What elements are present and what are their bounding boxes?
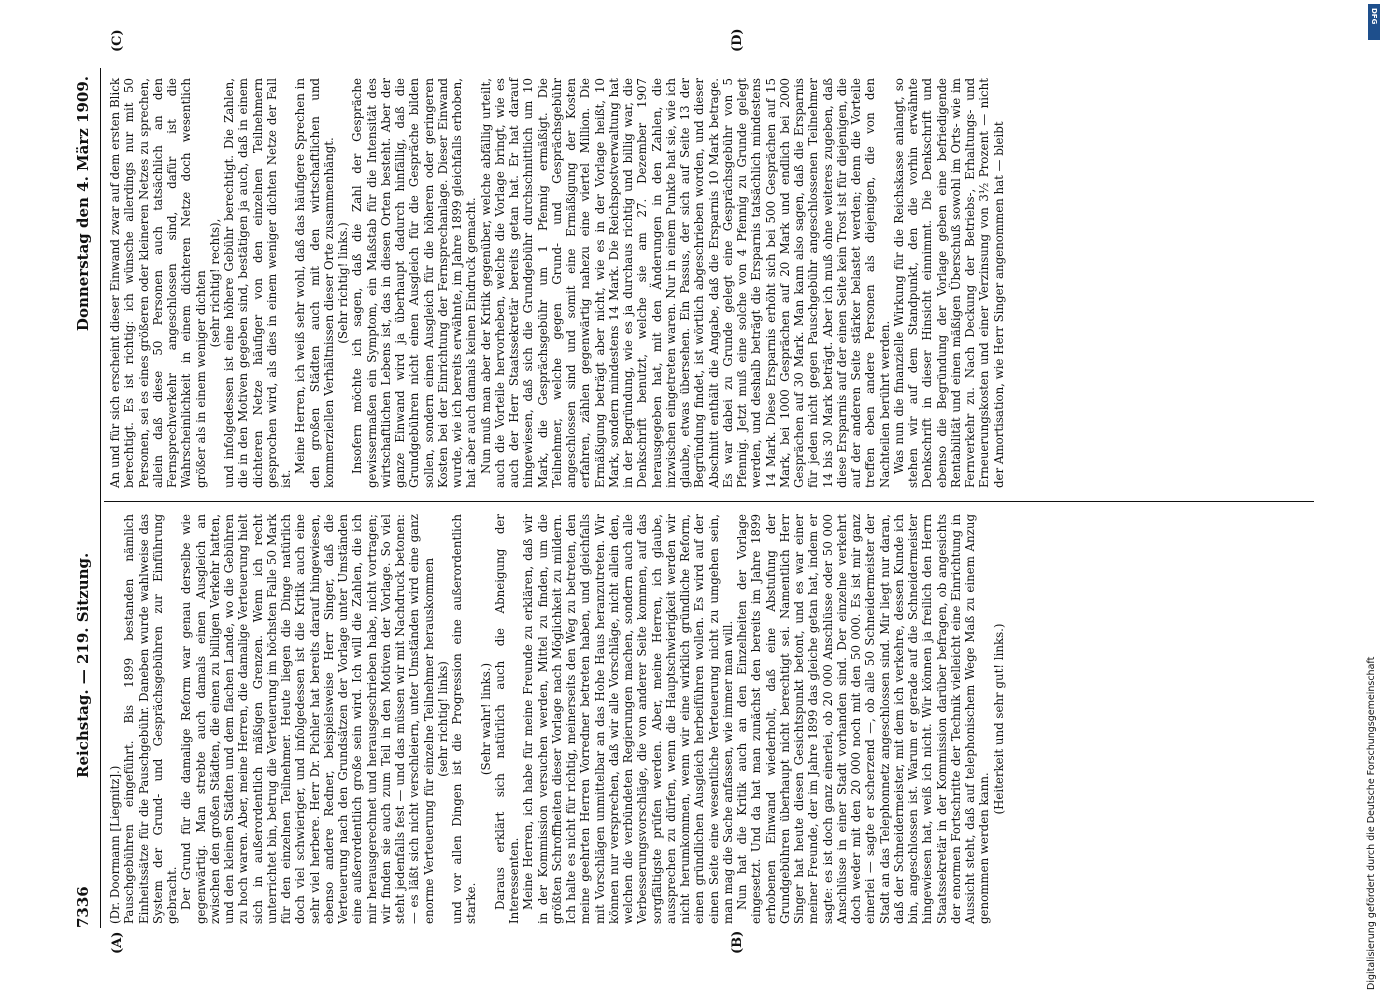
interjection: (sehr richtig! rechts), — [207, 218, 222, 348]
paragraph: An und für sich erscheint dieser Einwand zwar auf dem ersten Blick berechtigt. Es ist richtig: ich wünsche allerdings nur mit 50 Personen, sei es eines größeren oder kleineren Netzes zu sprechen, allein daß diese 50 Personen auch tatsächlich an den Fernsprechverkehr angeschlossen sind, dafür ist die Wahrscheinlichkeit in einem dichteren Netze doch wesentlich größer als in einem weniger dichten — [108, 78, 208, 488]
paragraph: und infolgedessen ist eine höhere Gebühr berechtigt. Die Zahlen, die in den Motiven gegeben sind, bestätigen ja auch, daß in einem dichteren Netze häufiger von den einzelnen Teilnehmern gesprochen wird, als dies in einem weniger dichten Netze der Fall ist. — [222, 78, 293, 488]
interjection: (sehr richtig! links) — [435, 661, 450, 777]
right-column — [108, 78, 1306, 488]
interjection: (Sehr richtig! links.) — [336, 222, 350, 344]
speaker-line: (Dr. Doormann [Liegnitz].) — [108, 765, 122, 924]
digitization-credit: Digitalisierung gefördert durch die Deutsche Forschungsgemeinschaft — [1366, 656, 1377, 990]
paragraph: Nun muß man aber der Kritik gegenüber, welche abfällig urteilt, auch die Vorteile hervorheben, welche die Vorlage bringt, wie es auch der Herr Staatssekretär bereits getan hat. Er hat darauf hingewiesen, daß sich die Grundgebühr durchschnittlich um 10 Mark, die Gesprächsgebühr um 1 Pfennig ermäßigt. Die Teilnehmer, welche gegen Grund- und Gesprächsgebühr angeschlossen sind und somit eine Ermäßigung der Kosten erfahren, zählen gegenwärtig nahezu eine viertel Million. Die Ermäßigung beträgt aber nicht, wie es in der Vorlage heißt, 10 Mark, sondern mindestens 14 Mark. Die Reichspostverwaltung hat in der Begründung, wie es ja durchaus richtig und billig war, die Denkschrift benutzt, welche sie am 27. Dezember 1907 herausgegeben hat, mit den Änderungen in den Zahlen, die inzwischen eingetreten waren. Nur in einem Punkte hat sie, wie ich glaube, etwas übersehen. Ein Passus, der sich auf Seite 13 der Begründung findet, ist wörtlich abgeschrieben worden, und dieser Abschnitt enthält die Angabe, daß die Ersparnis 10 Mark betrage. Es war dabei zu Grunde gelegt eine Gesprächsgebühr von 5 Pfennig. Jetzt muß eine solche von 4 Pfennig zu Grunde gelegt werden, und deshalb beträgt die Ersparnis tatsächlich mindestens 14 Mark. Diese Ersparnis erhöht sich bei 500 Gesprächen auf 15 Mark, bei 1000 Gesprächen auf 20 Mark und endlich bei 2000 Gesprächen auf 30 Mark. Man kann also sagen, daß die Ersparnis für jeden nicht gegen Pauschgebühr angeschlossenen Teilnehmer 14 bis 30 Mark beträgt. Aber ich muß ohne weiteres zugeben, daß diese Ersparnis auf der einen Seite kein Trost ist für diejenigen, die auf der anderen Seite stärker belastet werden; denn die Vorteile treffen eben andere Personen als diejenigen, die von den Nachteilen berührt werden. — [478, 78, 892, 488]
paragraph: Insofern möchte ich sagen, daß die Zahl der Gespräche gewissermaßen ein Symptom, ein Maßstab für die Intensität des wirtschaftlichen Lebens ist, das in diesen Orten besteht. Aber der ganze Einwand wird ja überhaupt dadurch hinfällig, daß die Grundgebühren nicht einen Ausgleich für die Gespräche bilden sollen, sondern einen Ausgleich für die höheren oder geringeren Kosten bei der Einrichtung der Fernsprechanlage. Dieser Einwand wurde, wie ich bereits erwähnte, im Jahre 1899 gleichfalls erhoben, hat aber auch damals keinen Eindruck gemacht. — [350, 78, 479, 488]
paragraph: Meine Herren, ich habe für meine Freunde zu erklären, daß wir in der Kommission versuchen werden, Mittel zu finden, um die größten Schroffheiten dieser Vorlage nach Möglichkeit zu mildern. Ich halte es nicht für richtig, meinerseits den Weg zu betreten, den meine geehrten Herren Vorredner betreten haben, und gleichfalls mit Vorschlägen unmittelbar an das Hohe Haus heranzutreten. Wir können nur versprechen, daß wir alle Vorschläge, nicht allein den, welchen die verbündeten Regierungen machen, sondern auch alle Verbesserungsvorschläge, die von anderer Seite kommen, auf das sorgfältigste prüfen werden. Aber, meine Herren, ich glaube, aussprechen zu dürfen, wenn die Hauptschwierigkeit werden wir nicht herumkommen, wenn wir eine wirklich gründliche Reform, einen gründlichen Ausgleich herbeiführen wollen. Es wird auf der einen Seite eine wesentliche Verteuerung nicht zu umgehen sein, man mag die Sache anfassen, wie immer man will. — [521, 514, 735, 924]
interjection: (Heiterkeit und sehr gut! links.) — [991, 623, 1006, 815]
margin-letter-b: (B) — [730, 930, 745, 954]
paragraph: Daraus erklärt sich natürlich auch die Abneigung der Interessenten. — [492, 514, 521, 924]
paragraph: und vor allen Dingen ist die Progression eine außerordentlich starke. — [450, 514, 479, 924]
header-title-left: Reichstag. — 219. Sitzung. — [74, 552, 92, 778]
margin-letter-d: (D) — [730, 28, 745, 52]
page — [70, 28, 1310, 954]
page-number: 7336 — [74, 886, 92, 928]
paragraph: Nun hat die Kritik auch an den Einzelheiten der Vorlage eingesetzt. Und da hat man zunächst den bereits im Jahre 1899 erhobenen Einwand wiederholt, daß eine Abstufung der Grundgebühren überhaupt nicht berechtigt sei. Namentlich Herr Singer hat heute diesen Gesichtspunkt betont, und es war einer meiner Freunde, der im Jahre 1899 das gleiche getan hat, indem er sagte: es ist doch ganz einerlei, ob 20 000 Anschlüsse oder 50 000 Anschlüsse in einer Stadt vorhanden sind. Der einzelne verkehrt doch weder mit den 20 000 noch mit den 50 000. Es ist mir ganz einerlei — sagte er scherzend —, ob alle 50 Schneidermeister der Stadt an das Telephonnetz angeschlossen sind. Mir liegt nur daran, daß der Schneidermeister, mit dem ich verkehre, dessen Kunde ich bin, angeschlossen ist. Warum er gerade auf die Schneidermeister hingewiesen hat, weiß ich nicht. Wir können ja freilich den Herrn Staatssekretär in der Kommission darüber befragen, ob angesichts der enormen Fortschritte der Technik vielleicht eine Einrichtung in Aussicht steht, daß auf telephonischem Wege Maß zu einem Anzug genommen werden kann. — [735, 514, 992, 924]
paragraph: Pauschgebühren eingeführt. Bis 1899 bestanden nämlich Einheitssätze für die Pauschgebühr. Daneben wurde wahlweise das System der Grund- und Gesprächsgebühren zur Einführung gebracht. — [122, 514, 179, 924]
margin-letter-c: (C) — [110, 29, 125, 52]
paragraph: Meine Herren, ich weiß sehr wohl, daß das häufigere Sprechen in den großen Städten auch mit den wirtschaftlichen und kommerziellen Verhältnissen dieser Orte zusammenhängt. — [293, 78, 336, 488]
paragraph: Der Grund für die damalige Reform war genau derselbe wie gegenwärtig. Man strebte auch damals einen Ausgleich an zwischen den großen Städten, die einen zu billigen Verkehr hatten, und den kleinen Städten und dem flachen Lande, wo die Gebühren zu hoch waren. Aber, meine Herren, die damalige Verteuerung hielt sich in außerordentlich mäßigen Grenzen. Wenn ich recht unterrichtet bin, betrug die Verteuerung im höchsten Falle 50 Mark für den einzelnen Teilnehmer. Heute liegen die Dinge natürlich doch viel schwieriger, und infolgedessen ist die Kritik auch eine sehr viel herbere. Herr Dr. Pichler hat bereits darauf hingewiesen, ebenso andere Redner, beispielsweise Herr Singer, daß die Verteuerung nach den Grundsätzen der Vorlage unter Umständen eine außerordentlich große sein wird. Ich will die Zahlen, die ich mir herausgerechnet und herausgeschrieben habe, nicht vortragen; wir finden sie auch zum Teil in den Motiven der Vorlage. So viel steht jedenfalls fest — und das müssen wir mit Nachdruck betonen: — es läßt sich nicht verschleiern, unter Umständen wird eine ganz enorme Verteuerung für einzelne Teilnehmer herauskommen — [179, 514, 436, 924]
dfg-logo: DFG — [1368, 4, 1380, 40]
interjection: (Sehr wahr! links.) — [478, 662, 493, 776]
margin-letter-a: (A) — [110, 931, 125, 954]
page-header — [70, 68, 101, 928]
left-column — [108, 514, 1306, 924]
header-title-right: Donnerstag den 4. März 1909. — [74, 76, 92, 332]
column-divider — [104, 501, 1314, 502]
paragraph: Was nun die finanzielle Wirkung für die Reichskasse anlangt, so stehen wir auf dem Standpunkt, den die vorhin erwähnte Denkschrift in dieser Hinsicht einnimmt. Die Denkschrift und ebenso die Begründung der Vorlage geben eine befriedigende Rentabilität und einen mäßigen Überschuß sowohl im Orts- wie im Fernverkehr zu. Nach Deckung der Betriebs-, Erhaltungs- und Erneuerungskosten und einer Verzinsung von 3½ Prozent — nicht der Amortisation, wie Herr Singer angenommen hat — bleibt — [891, 78, 1006, 488]
